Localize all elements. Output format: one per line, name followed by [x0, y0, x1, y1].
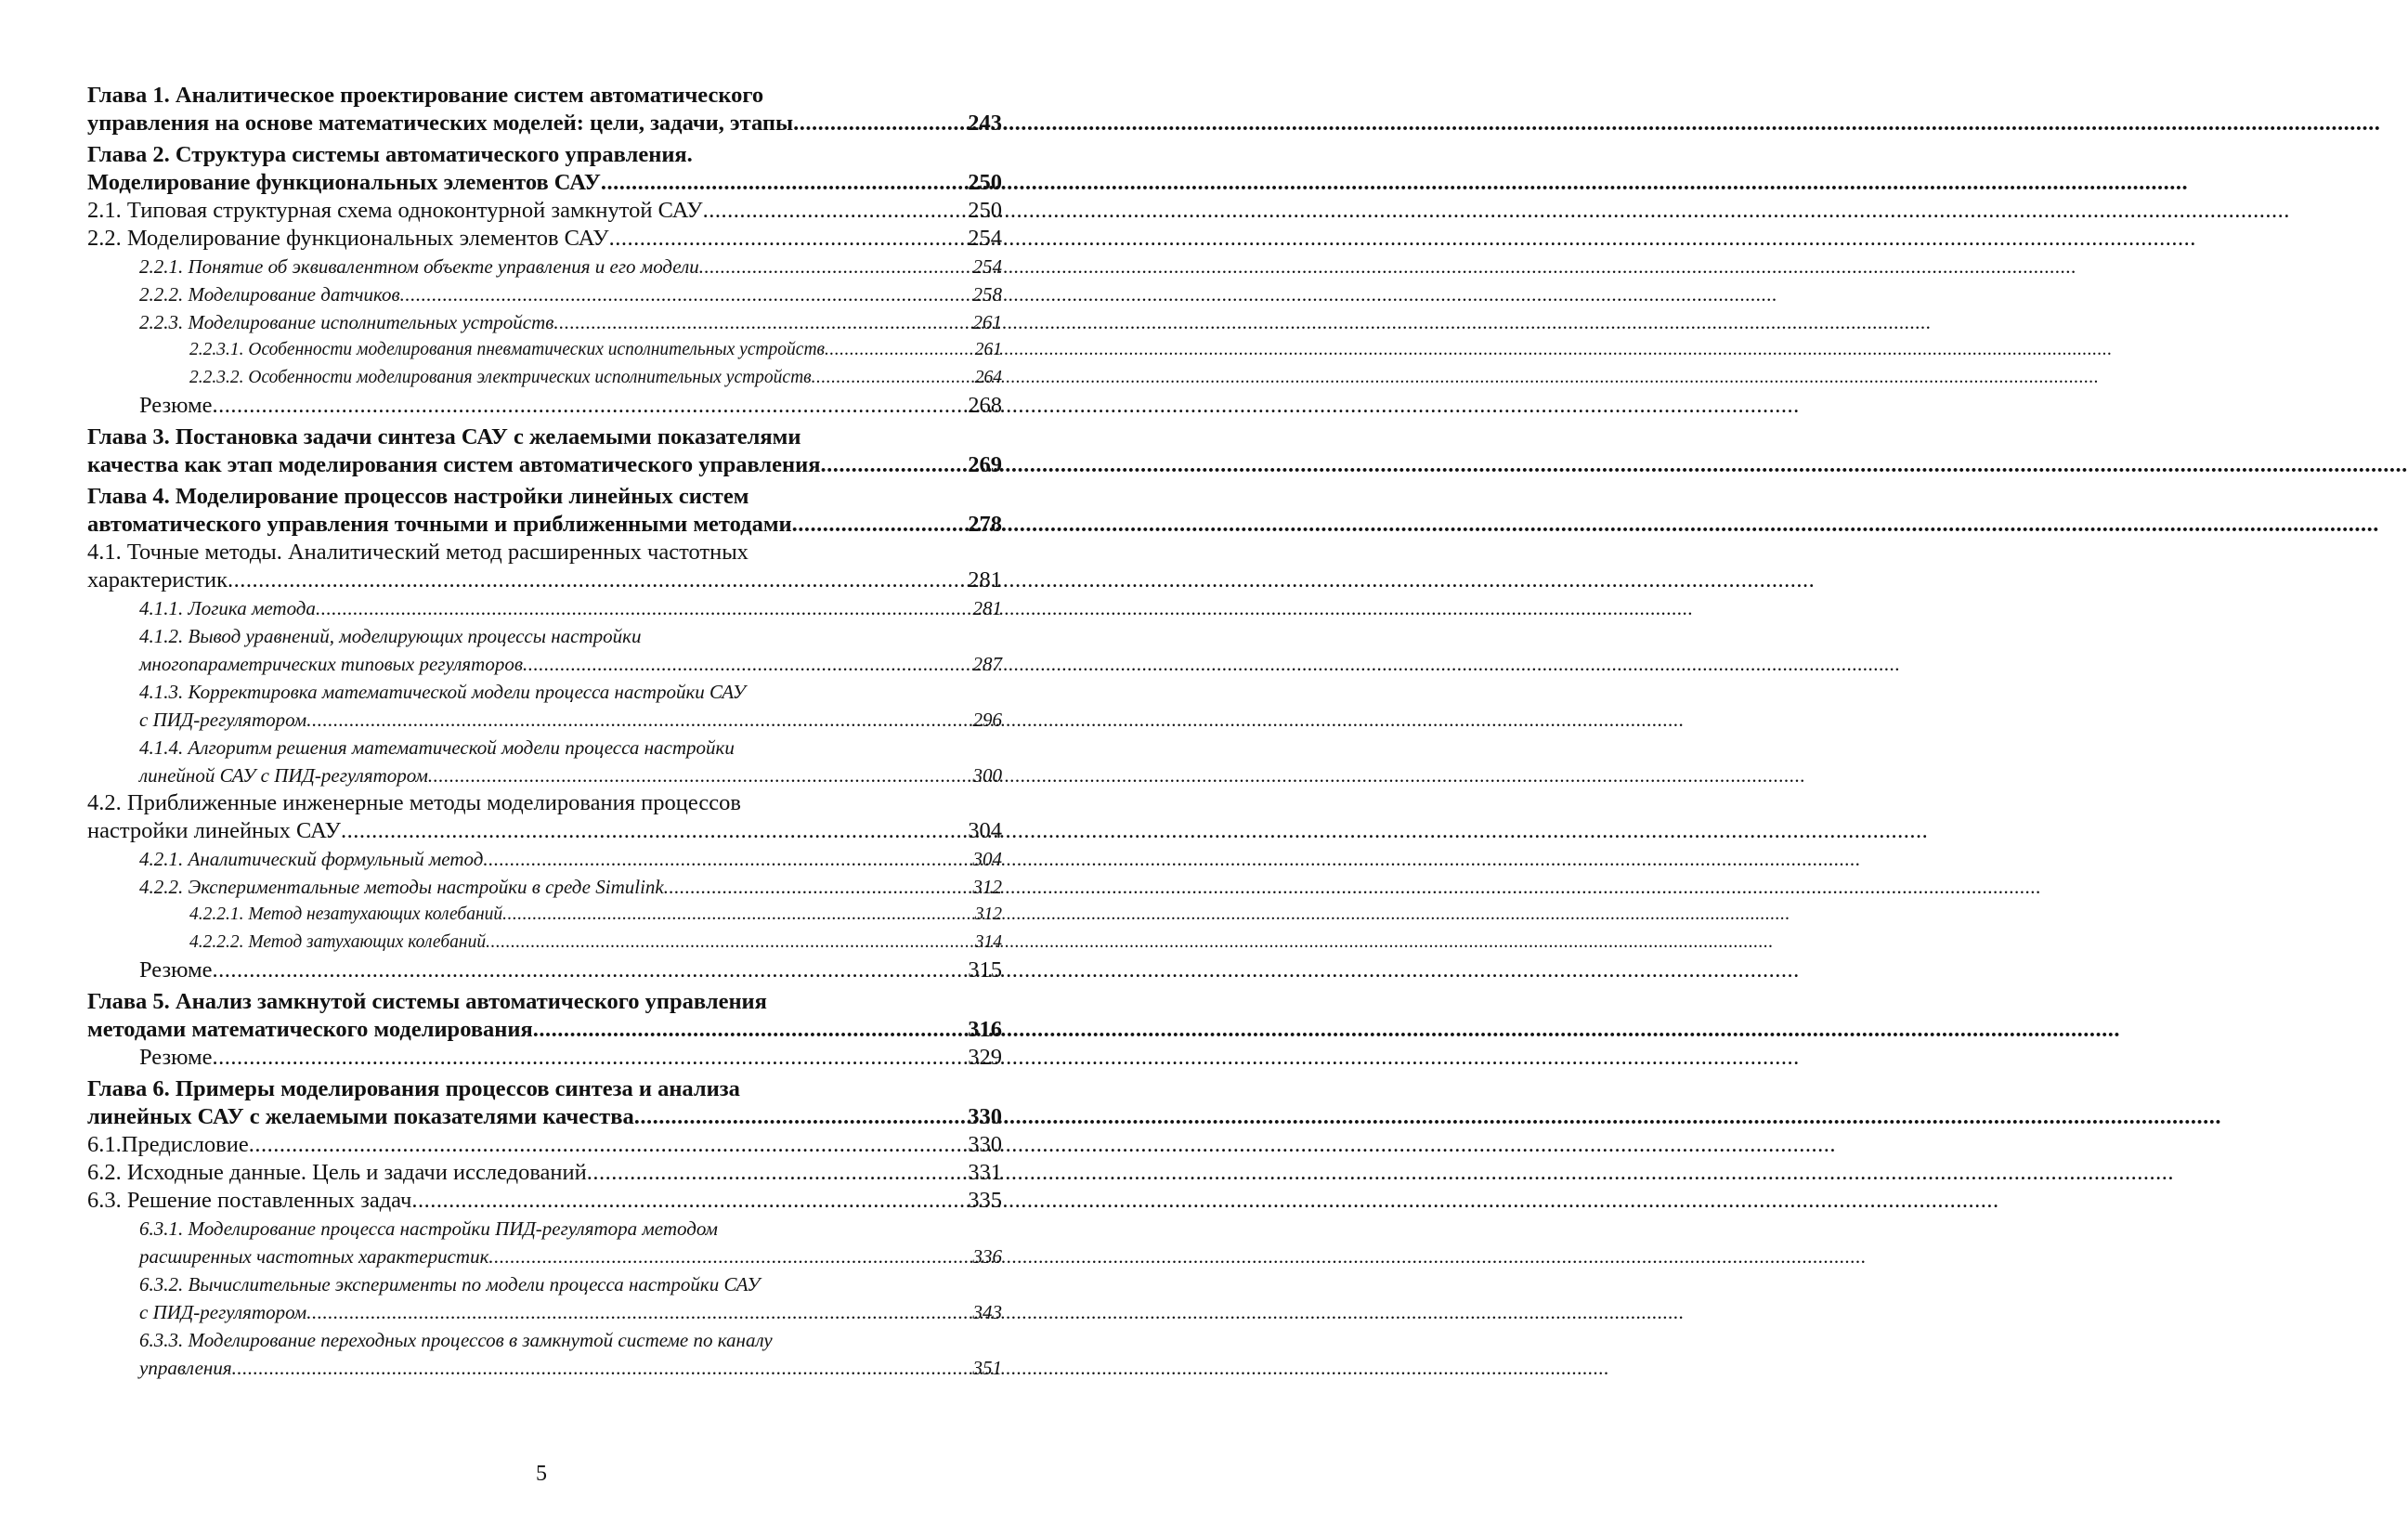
toc-entry	[87, 789, 1002, 845]
toc-entry-page: 243	[968, 111, 1002, 136]
toc-entry-page: 254	[972, 255, 1002, 278]
toc-entry-page: 330	[968, 1104, 1002, 1129]
toc-entry	[87, 1187, 1002, 1215]
toc-entry-title: Моделирование функциональных элементов САУ	[87, 170, 601, 195]
toc-entry-page: 329	[968, 1045, 1002, 1070]
toc-entry-page: 343	[972, 1301, 1002, 1323]
toc-leader-dots	[341, 817, 968, 845]
toc-entry-page: 312	[972, 876, 1002, 898]
toc-leader-dots	[249, 1131, 969, 1159]
toc-leader-dots	[523, 650, 973, 678]
toc-entry-title-line: Глава 1. Аналитическое проектирование систем автоматического	[87, 83, 764, 108]
toc-entry	[87, 197, 1002, 225]
toc-entry-page: 351	[972, 1357, 1002, 1379]
toc-leader-dots	[213, 957, 969, 984]
toc-leader-dots	[306, 1298, 972, 1326]
toc-entry	[87, 957, 1002, 984]
toc-leader-dots	[699, 253, 973, 280]
toc-entry-title-line: 4.1.2. Вывод уравнений, моделирующих процессы настройки	[139, 625, 642, 647]
toc-entry-title: качества как этап моделирования систем автоматического управления	[87, 452, 821, 477]
toc-leader-dots	[634, 1103, 969, 1131]
toc-entry	[87, 280, 1002, 308]
toc-entry-page: 296	[972, 709, 1002, 731]
toc-entry-page: 336	[972, 1245, 1002, 1268]
toc-entry	[87, 1326, 1002, 1382]
toc-entry-title: 4.2.1. Аналитический формульный метод	[139, 848, 484, 870]
toc-leader-dots	[306, 706, 972, 734]
toc-entry-page: 304	[972, 848, 1002, 870]
toc-leader-dots	[533, 1016, 968, 1044]
toc-entry-page: 287	[972, 653, 1002, 675]
toc-leader-dots	[428, 761, 973, 789]
toc-entry-page: 258	[972, 283, 1002, 306]
toc-entry	[87, 594, 1002, 622]
toc-entry	[87, 678, 1002, 734]
toc-leader-dots	[609, 225, 969, 253]
toc-entry	[87, 929, 1002, 957]
toc-entry-title-line: Глава 6. Примеры моделирования процессов синтеза и анализа	[87, 1076, 740, 1101]
toc-entry-title-line: 4.1.3. Корректировка математической модели процесса настройки САУ	[139, 681, 746, 703]
toc-entry-title: управления на основе математических моделей: цели, задачи, этапы	[87, 111, 794, 136]
toc-entry-page: 264	[974, 368, 1002, 387]
toc-entry-title-line: 4.1. Точные методы. Аналитический метод расширенных частотных	[87, 540, 748, 565]
toc-entry-title: 2.2.2. Моделирование датчиков	[139, 283, 400, 306]
toc-entry-title-line: 6.3.2. Вычислительные эксперименты по модели процесса настройки САУ	[139, 1273, 761, 1295]
page-number: 5	[536, 1462, 547, 1486]
toc-entry	[87, 622, 1002, 678]
toc-leader-dots	[486, 929, 975, 957]
toc-leader-dots	[488, 1243, 972, 1270]
toc-leader-dots	[502, 901, 975, 929]
toc-entry-title-line: Глава 4. Моделирование процессов настройки линейных систем	[87, 484, 749, 509]
toc-entry-title: 6.1.Предисловие	[87, 1132, 249, 1157]
toc-entry-title: 4.2.2.1. Метод незатухающих колебаний	[189, 905, 503, 924]
toc-entry-page: 261	[974, 340, 1002, 359]
toc-leader-dots	[213, 1044, 969, 1072]
toc-entry-title: настройки линейных САУ	[87, 818, 342, 843]
toc-entry	[87, 1044, 1002, 1072]
toc-leader-dots	[825, 336, 975, 364]
toc-leader-dots	[411, 1187, 968, 1215]
toc-entry	[87, 423, 1002, 479]
toc-entry-page: 312	[974, 905, 1002, 924]
toc-leader-dots	[793, 110, 968, 137]
toc-entry	[87, 1075, 1002, 1131]
toc-entry-page: 281	[972, 597, 1002, 619]
toc-entry-title: с ПИД-регулятором	[139, 1301, 307, 1323]
toc-leader-dots	[232, 1354, 973, 1382]
toc-entry-title: 2.2.3.2. Особенности моделирования электрических исполнительных устройств	[189, 368, 812, 387]
toc-entry-title: управления	[139, 1357, 232, 1379]
toc-entry-title: Резюме	[139, 1045, 213, 1070]
table-of-contents	[87, 82, 1002, 1382]
toc-entry-title-line: Глава 2. Структура системы автоматического управления.	[87, 142, 693, 167]
toc-leader-dots	[664, 873, 973, 901]
toc-leader-dots	[316, 594, 973, 622]
toc-entry-title: Резюме	[139, 393, 213, 418]
toc-leader-dots	[228, 566, 968, 594]
toc-entry	[87, 141, 1002, 197]
toc-entry-page: 250	[968, 198, 1002, 223]
toc-entry-title: 6.2. Исходные данные. Цель и задачи исследований	[87, 1160, 587, 1185]
toc-leader-dots	[553, 308, 972, 336]
toc-entry-title: методами математического моделирования	[87, 1017, 533, 1042]
toc-entry-page: 268	[968, 393, 1002, 418]
toc-entry-title: 4.2.2.2. Метод затухающих колебаний	[189, 932, 487, 952]
toc-entry	[87, 1131, 1002, 1159]
toc-entry-title-line: 6.3.1. Моделирование процесса настройки ПИД-регулятора методом	[139, 1217, 718, 1240]
toc-entry-page: 330	[968, 1132, 1002, 1157]
toc-entry	[87, 483, 1002, 539]
toc-entry-title: характеристик	[87, 567, 228, 592]
toc-entry-page: 316	[968, 1017, 1002, 1042]
toc-entry-page: 250	[968, 170, 1002, 195]
toc-leader-dots	[601, 169, 968, 197]
toc-entry-page: 261	[972, 311, 1002, 333]
toc-entry	[87, 392, 1002, 420]
toc-leader-dots	[703, 197, 969, 225]
toc-entry-title-line: 6.3.3. Моделирование переходных процессов в замкнутой системе по каналу	[139, 1329, 773, 1351]
toc-leader-dots	[483, 845, 972, 873]
toc-entry	[87, 988, 1002, 1044]
toc-entry	[87, 845, 1002, 873]
toc-entry-page: 315	[968, 957, 1002, 983]
toc-entry-title: линейных САУ с желаемыми показателями качества	[87, 1104, 634, 1129]
toc-entry-title: автоматического управления точными и приближенными методами	[87, 512, 792, 537]
toc-entry-title: 4.1.1. Логика метода	[139, 597, 316, 619]
toc-entry-title: 2.2.3. Моделирование исполнительных устройств	[139, 311, 554, 333]
toc-leader-dots	[821, 451, 969, 479]
toc-entry-title-line: 4.1.4. Алгоритм решения математической модели процесса настройки	[139, 736, 735, 759]
toc-entry	[87, 308, 1002, 336]
toc-entry-page: 281	[968, 567, 1002, 592]
toc-entry-page: 304	[968, 818, 1002, 843]
toc-entry	[87, 1159, 1002, 1187]
toc-entry-title-line: Глава 3. Постановка задачи синтеза САУ с желаемыми показателями	[87, 424, 801, 449]
toc-entry-title: 4.2.2. Экспериментальные методы настройки в среде Simulink	[139, 876, 664, 898]
toc-entry-page: 314	[974, 932, 1002, 952]
toc-entry-page: 300	[972, 764, 1002, 787]
toc-entry-page: 254	[968, 226, 1002, 251]
toc-leader-dots	[587, 1159, 968, 1187]
toc-entry	[87, 253, 1002, 280]
toc-entry-title: линейной САУ с ПИД-регулятором	[139, 764, 428, 787]
toc-entry-title: многопараметрических типовых регуляторов	[139, 653, 523, 675]
toc-entry	[87, 225, 1002, 253]
toc-entry	[87, 1270, 1002, 1326]
toc-entry	[87, 364, 1002, 392]
toc-entry	[87, 734, 1002, 789]
toc-entry	[87, 82, 1002, 137]
toc-entry-title: 2.1. Типовая структурная схема одноконтурной замкнутой САУ	[87, 198, 703, 223]
toc-entry	[87, 336, 1002, 364]
toc-entry	[87, 1215, 1002, 1270]
toc-entry-title: расширенных частотных характеристик	[139, 1245, 489, 1268]
toc-leader-dots	[400, 280, 973, 308]
toc-leader-dots	[213, 392, 969, 420]
toc-entry-title: 2.2. Моделирование функциональных элементов САУ	[87, 226, 609, 251]
toc-entry-page: 278	[968, 512, 1002, 537]
toc-leader-dots	[792, 511, 969, 539]
toc-entry-title-line: Глава 5. Анализ замкнутой системы автоматического управления	[87, 989, 767, 1014]
toc-leader-dots	[812, 364, 975, 392]
toc-entry	[87, 873, 1002, 901]
toc-entry-title: Резюме	[139, 957, 213, 983]
toc-entry	[87, 539, 1002, 594]
toc-entry-title: с ПИД-регулятором	[139, 709, 307, 731]
toc-entry-title: 2.2.3.1. Особенности моделирования пневматических исполнительных устройств	[189, 340, 826, 359]
toc-entry-page: 331	[968, 1160, 1002, 1185]
toc-entry-page: 335	[968, 1188, 1002, 1213]
toc-entry-title: 6.3. Решение поставленных задач	[87, 1188, 412, 1213]
toc-entry-title: 2.2.1. Понятие об эквивалентном объекте управления и его модели	[139, 255, 699, 278]
toc-entry	[87, 901, 1002, 929]
toc-entry-title-line: 4.2. Приближенные инженерные методы моделирования процессов	[87, 790, 741, 815]
toc-entry-page: 269	[968, 452, 1002, 477]
